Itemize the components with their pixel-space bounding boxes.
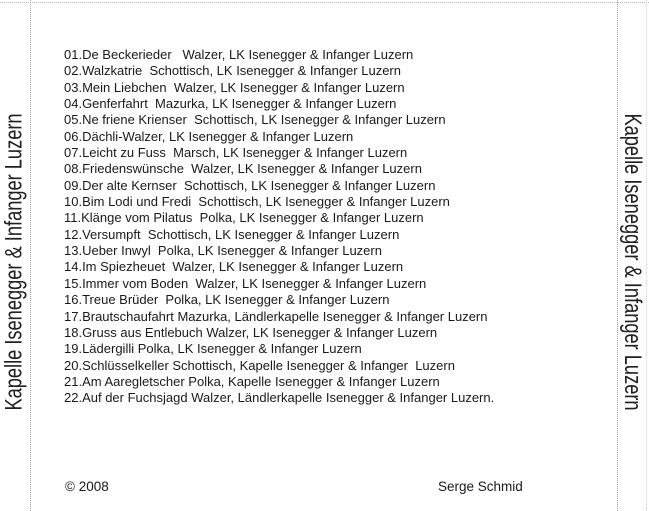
track-item: 10.Bim Lodi und Fredi Schottisch, LK Isenegger & Infanger Luzern bbox=[64, 194, 450, 210]
track-item: 22.Auf der Fuchsjagd Walzer, Ländlerkapelle Isenegger & Infanger Luzern. bbox=[64, 390, 495, 406]
track-item: 18.Gruss aus Entlebuch Walzer, LK Isenegger & Infanger Luzern bbox=[64, 324, 438, 340]
track-item: 14.Im Spiezheuet Walzer, LK Isenegger & Infanger Luzern bbox=[64, 259, 404, 275]
track-item: 01.De Beckerieder Walzer, LK Isenegger & Infanger Luzern bbox=[64, 47, 414, 62]
track-item: 19.Lädergilli Polka, LK Isenegger & Infanger Luzern bbox=[64, 341, 362, 357]
track-list bbox=[64, 47, 494, 407]
trim-line-top bbox=[0, 2, 649, 3]
track-item: 12.Versumpft Schottisch, LK Isenegger & Infanger Luzern bbox=[64, 226, 400, 242]
track-item: 11.Klänge vom Pilatus Polka, LK Isenegger & Infanger Luzern bbox=[64, 210, 424, 226]
track-item: 20.Schlüsselkeller Schottisch, Kapelle Isenegger & Infanger Luzern bbox=[64, 357, 455, 373]
track-item: 06.Dächli-Walzer, LK Isenegger & Infanger Luzern bbox=[64, 128, 354, 144]
spine-left-title: Kapelle Isenegger & Infanger Luzern bbox=[1, 113, 28, 411]
track-item: 02.Walzkatrie Schottisch, LK Isenegger & Infanger Luzern bbox=[64, 63, 401, 79]
trim-line-right-edge bbox=[646, 0, 647, 511]
copyright-text: © 2008 bbox=[65, 479, 109, 494]
track-item: 08.Friedenswünsche Walzer, LK Isenegger & Infanger Luzern bbox=[64, 161, 422, 177]
fold-line-left bbox=[30, 0, 31, 511]
track-item: 03.Mein Liebchen Walzer, LK Isenegger & Infanger Luzern bbox=[64, 79, 405, 95]
track-item: 09.Der alte Kernser Schottisch, LK Isenegger & Infanger Luzern bbox=[64, 177, 436, 193]
track-item: 17.Brautschaufahrt Mazurka, Ländlerkapelle Isenegger & Infanger Luzern bbox=[64, 308, 488, 324]
track-item: 21.Am Aaregletscher Polka, Kapelle Isenegger & Infanger Luzern bbox=[64, 373, 440, 389]
track-item: 13.Ueber Inwyl Polka, LK Isenegger & Infanger Luzern bbox=[64, 243, 382, 259]
track-item: 15.Immer vom Boden Walzer, LK Isenegger & Infanger Luzern bbox=[64, 275, 427, 291]
track-item: 07.Leicht zu Fuss Marsch, LK Isenegger & Infanger Luzern bbox=[64, 145, 408, 161]
credit-text: Serge Schmid bbox=[438, 479, 523, 494]
track-item: 05.Ne friene Krienser Schottisch, LK Isenegger & Infanger Luzern bbox=[64, 112, 446, 128]
track-item: 16.Treue Brüder Polka, LK Isenegger & Infanger Luzern bbox=[64, 292, 390, 308]
spine-right-title: Kapelle Isenegger & Infanger Luzern bbox=[618, 113, 645, 411]
track-item: 04.Genferfahrt Mazurka, LK Isenegger & Infanger Luzern bbox=[64, 96, 397, 112]
